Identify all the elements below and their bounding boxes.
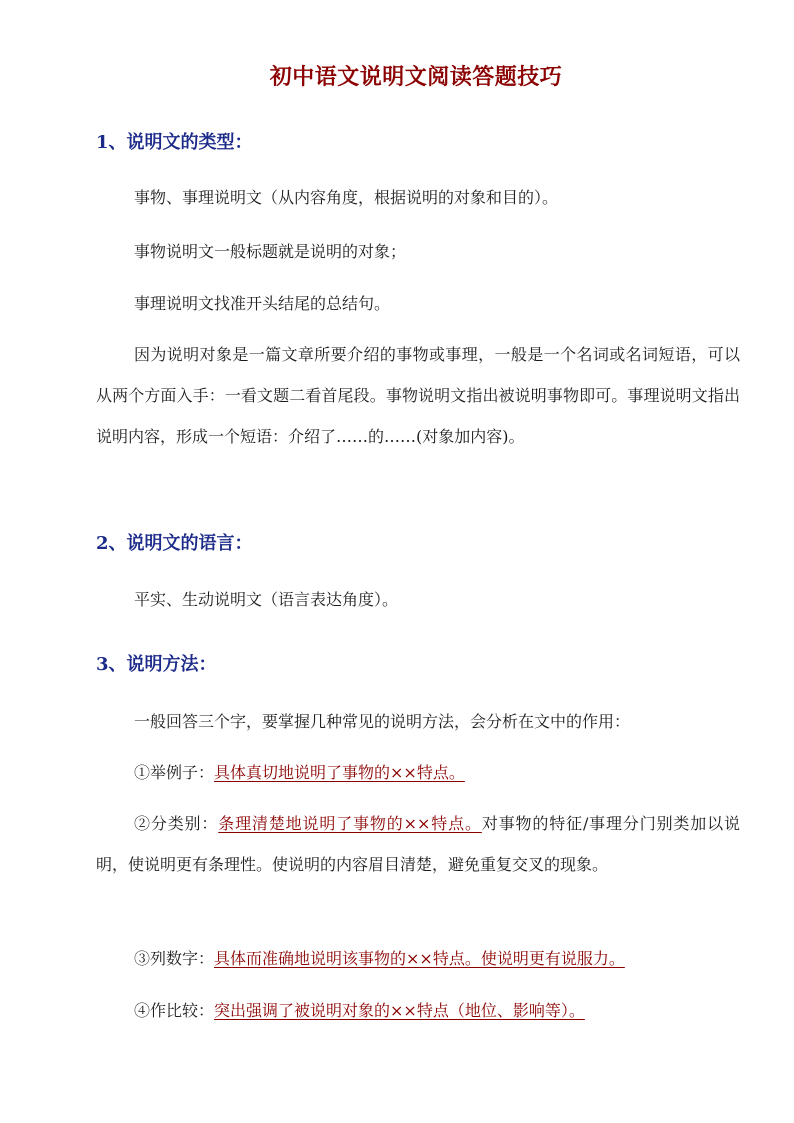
method-compare-line	[134, 999, 585, 1023]
method-compare-label: ④作比较：	[134, 1001, 215, 1020]
method-numbers-label: ③列数字：	[134, 949, 215, 968]
method-example-label: ①举例子：	[134, 763, 215, 782]
section2-heading: 2、说明文的语言：	[96, 533, 253, 554]
section3-intro: 一般回答三个字，要掌握几种常见的说明方法，会分析在文中的作用：	[134, 712, 631, 731]
section1-line3: 事理说明文找准开头结尾的总结句。	[134, 294, 391, 313]
method-numbers-line	[134, 947, 625, 971]
section1-line2: 事物说明文一般标题就是说明的对象；	[134, 242, 407, 261]
method-classify-rest: 对事物的特征/事理分门别类加以说明，使说明更有条理性。使说明的内容眉目清楚，避免重复交叉的现象。	[96, 814, 740, 874]
section1-heading: 1、说明文的类型：	[96, 132, 253, 153]
section3-heading: 3、说明方法：	[96, 654, 217, 675]
method-classify-label: ②分类别：	[134, 814, 219, 833]
method-numbers-text: 具体而准确地说明该事物的××特点。使说明更有说服力。	[214, 949, 625, 968]
method-example-text: 具体真切地说明了事物的××特点。	[214, 763, 465, 782]
section1-paragraph: 因为说明对象是一篇文章所要介绍的事物或事理，一般是一个名词或名词短语，可以从两个方面入手：一看文题二看首尾段。事物说明文指出被说明事物即可。事理说明文指出说明内容，形成一个短语：介绍了……的……(对象加内容)。	[96, 345, 740, 446]
section2-line1: 平实、生动说明文（语言表达角度）。	[134, 590, 399, 609]
section1-line1: 事物、事理说明文（从内容角度，根据说明的对象和目的）。	[134, 188, 559, 207]
method-compare-text: 突出强调了被说明对象的××特点（地位、影响等）。	[214, 1001, 585, 1020]
document-title: 初中语文说明文阅读答题技巧	[269, 64, 563, 90]
method-classify-text: 条理清楚地说明了事物的××特点。	[218, 814, 482, 833]
method-classify-paragraph	[96, 803, 740, 885]
method-example-line	[134, 761, 465, 785]
